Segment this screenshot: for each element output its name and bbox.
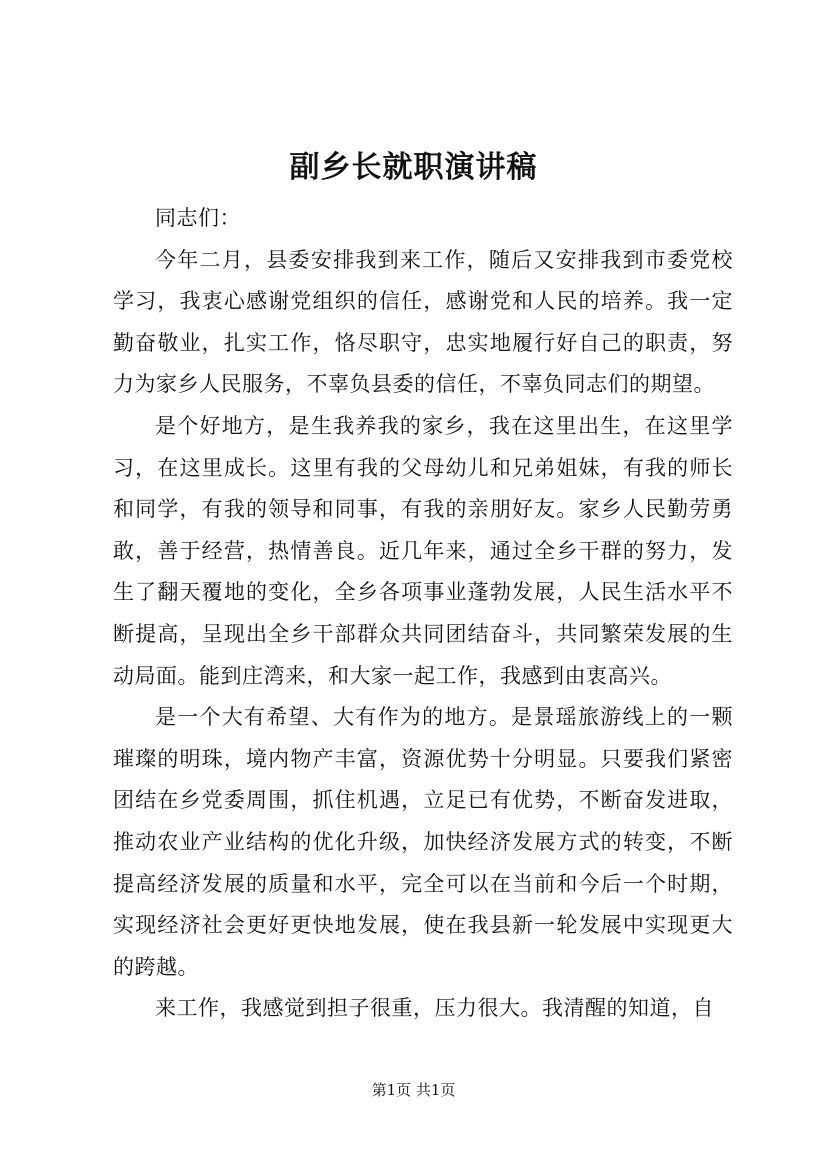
- document-body: [113, 198, 733, 1030]
- salutation: 同志们：: [155, 206, 241, 230]
- document-title: 副乡长就职演讲稿: [289, 150, 538, 185]
- paragraph-3: 是一个大有希望、大有作为的地方。是景瑶旅游线上的一颗璀璨的明珠，境内物产丰富，资源优势十分明显。只要我们紧密团结在乡党委周围，抓住机遇，立足已有优势，不断奋发进取，推动农业产业结构的优化升级，加快经济发展方式的转变，不断提高经济发展的质量和水平，完全可以在当前和今后一个时期，实现经济社会更好更快地发展，使在我县新一轮发展中实现更大的跨越。: [113, 705, 733, 979]
- paragraph-1: 今年二月，县委安排我到来工作，随后又安排我到市委党校学习，我衷心感谢党组织的信任，感谢党和人民的培养。我一定勤奋敬业，扎实工作，恪尽职守，忠实地履行好自己的职责，努力为家乡人民服务，不辜负县委的信任，不辜负同志们的期望。: [113, 247, 733, 397]
- paragraph-2: 是个好地方，是生我养我的家乡，我在这里出生，在这里学习，在这里成长。这里有我的父母幼儿和兄弟姐妹，有我的师长和同学，有我的领导和同事，有我的亲朋好友。家乡人民勤劳勇敢，善于经营，热情善良。近几年来，通过全乡干群的努力，发生了翻天覆地的变化，全乡各项事业蓬勃发展，人民生活水平不断提高，呈现出全乡干部群众共同团结奋斗，共同繁荣发展的生动局面。能到庄湾来，和大家一起工作，我感到由衷高兴。: [113, 413, 733, 688]
- paragraph-4: 来工作，我感觉到担子很重，压力很大。我清醒的知道，自: [155, 996, 714, 1021]
- page-footer: 第1页 共1页: [371, 1081, 456, 1099]
